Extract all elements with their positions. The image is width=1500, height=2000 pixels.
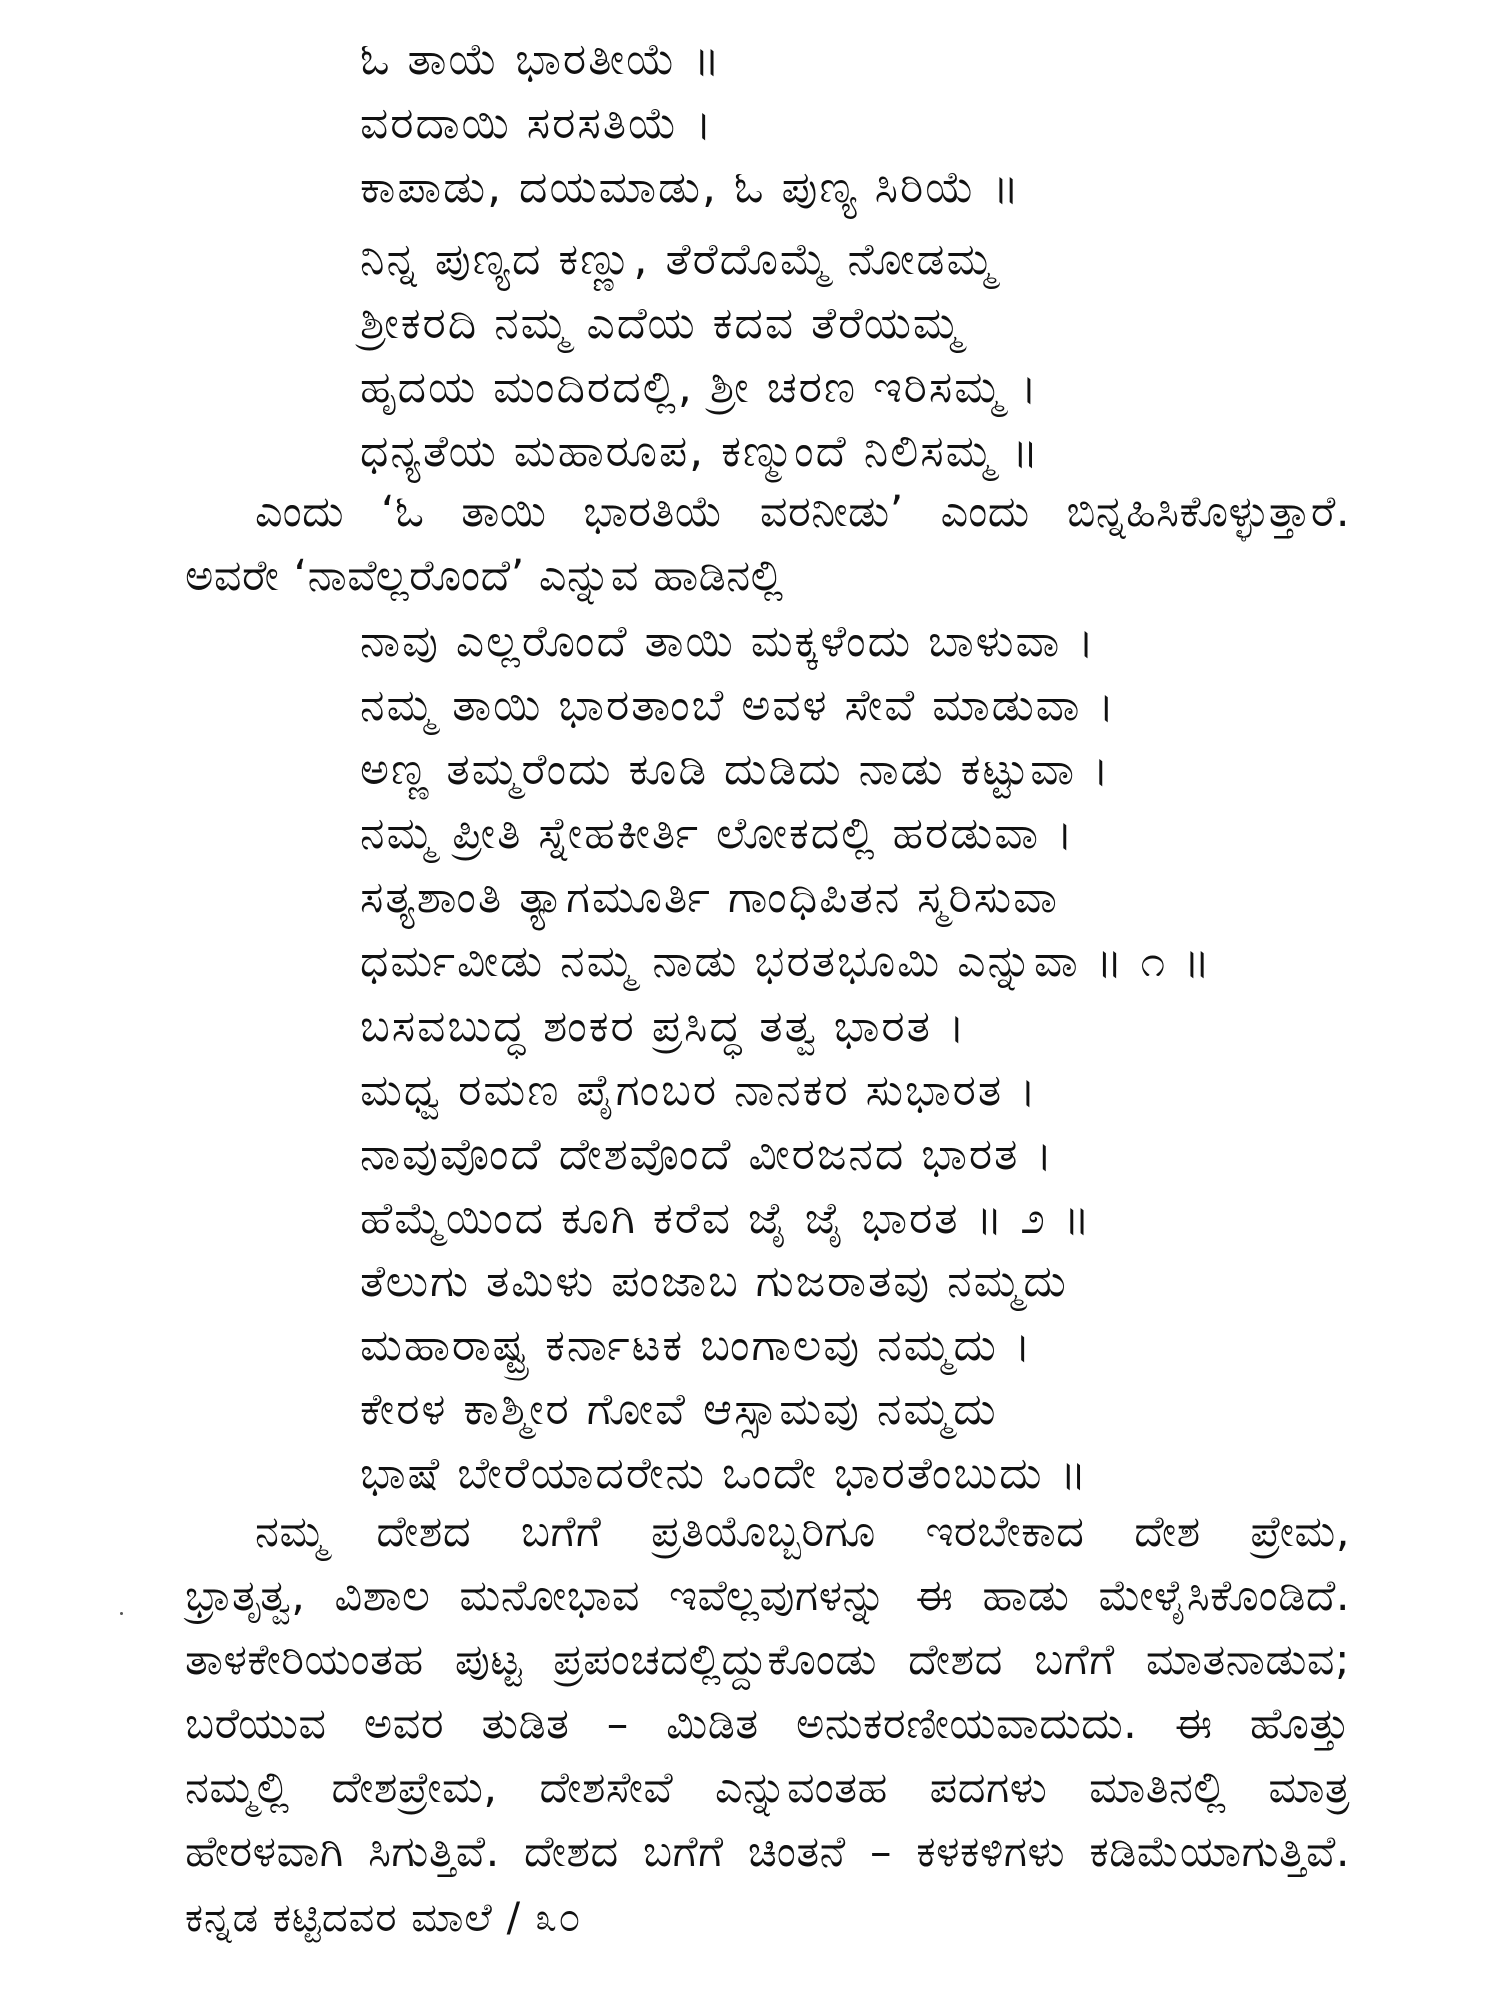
poem-line: ಶ್ರೀಕರದಿ ನಮ್ಮ ಎದೆಯ ಕದವ ತೆರೆಯಮ್ಮ — [360, 298, 963, 349]
prose-line: ನಮ್ಮಲ್ಲಿ ದೇಶಪ್ರೇಮ, ದೇಶಸೇವೆ ಎನ್ನುವಂತಹ ಪದಗಳು ಮಾತಿನಲ್ಲಿ ಮಾತ್ರ — [185, 1763, 1350, 1813]
poem-line: ನಾವುವೊಂದೆ ದೇಶವೊಂದೆ ವೀರಜನದ ಭಾರತ । — [360, 1129, 1055, 1180]
prose-line: ಅವರೇ ‘ನಾವೆಲ್ಲರೊಂದೆ’ ಎನ್ನುವ ಹಾಡಿನಲ್ಲಿ — [185, 551, 784, 601]
poem-line: ಬಸವಬುದ್ಧ ಶಂಕರ ಪ್ರಸಿದ್ಧ ತತ್ವ ಭಾರತ । — [360, 1001, 967, 1052]
poem-line: ಧನ್ಯತೆಯ ಮಹಾರೂಪ, ಕಣ್ಮುಂದೆ ನಿಲಿಸಮ್ಮ ॥ — [360, 426, 1041, 477]
poem-line: ನಮ್ಮ ಪ್ರೀತಿ ಸ್ನೇಹಕೀರ್ತಿ ಲೋಕದಲ್ಲಿ ಹರಡುವಾ । — [360, 808, 1075, 859]
poem-stanza-1 — [360, 28, 1021, 220]
poem-line: ಅಣ್ಣ ತಮ್ಮರೆಂದು ಕೂಡಿ ದುಡಿದು ನಾಡು ಕಟ್ಟುವಾ । — [360, 744, 1111, 795]
prose-line: ಎಂದು ‘ಓ ತಾಯಿ ಭಾರತಿಯೆ ವರನೀಡು’ ಎಂದು ಬಿನ್ನಹಿಸಿಕೊಳ್ಳುತ್ತಾರೆ. — [255, 487, 1350, 537]
prose-line: ನಮ್ಮ ದೇಶದ ಬಗೆಗೆ ಪ್ರತಿಯೊಬ್ಬರಿಗೂ ಇರಬೇಕಾದ ದೇಶ ಪ್ರೇಮ, — [255, 1507, 1350, 1557]
poem-line: ಧರ್ಮವೀಡು ನಮ್ಮ ನಾಡು ಭರತಭೂಮಿ ಎನ್ನುವಾ ॥ ೧ ॥ — [360, 936, 1212, 987]
poem-line: ಓ ತಾಯೆ ಭಾರತೀಯೆ ॥ — [360, 34, 722, 85]
poem-line: ನಿನ್ನ ಪುಣ್ಯದ ಕಣ್ಣು, ತೆರೆದೊಮ್ಮೆ ನೋಡಮ್ಮ — [360, 234, 997, 285]
poem-stanza-3 — [360, 610, 1212, 994]
poem-line: ಸತ್ಯಶಾಂತಿ ತ್ಯಾಗಮೂರ್ತಿ ಗಾಂಧಿಪಿತನ ಸ್ಮರಿಸುವಾ — [360, 872, 1059, 923]
poem-line: ಹೆಮ್ಮೆಯಿಂದ ಕೂಗಿ ಕರೆವ ಜೈ ಜೈ ಭಾರತ ॥ ೨ ॥ — [360, 1193, 1092, 1244]
page-footer: ಕನ್ನಡ ಕಟ್ಟಿದವರ ಮಾಲೆ / ೩೦ — [185, 1895, 582, 1941]
poem-line: ಹೃದಯ ಮಂದಿರದಲ್ಲಿ, ಶ್ರೀ ಚರಣ ಇರಿಸಮ್ಮ । — [360, 362, 1039, 413]
poem-line: ನಮ್ಮ ತಾಯಿ ಭಾರತಾಂಬೆ ಅವಳ ಸೇವೆ ಮಾಡುವಾ । — [360, 680, 1117, 731]
poem-line: ನಾವು ಎಲ್ಲರೊಂದೆ ತಾಯಿ ಮಕ್ಕಳೆಂದು ಬಾಳುವಾ । — [360, 616, 1097, 667]
poem-line: ತೆಲುಗು ತಮಿಳು ಪಂಜಾಬ ಗುಜರಾತವು ನಮ್ಮದು — [360, 1256, 1068, 1307]
poem-line: ವರದಾಯಿ ಸರಸತಿಯೆ । — [360, 98, 714, 149]
prose-line: ಬರೆಯುವ ಅವರ ತುಡಿತ – ಮಿಡಿತ ಅನುಕರಣೀಯವಾದುದು. ಈ ಹೊತ್ತು — [185, 1699, 1350, 1749]
prose-line: ತಾಳಕೇರಿಯಂತಹ ಪುಟ್ಟ ಪ್ರಪಂಚದಲ್ಲಿದ್ದುಕೊಂಡು ದೇಶದ ಬಗೆಗೆ ಮಾತನಾಡುವ; — [185, 1635, 1350, 1685]
prose-line: ಭ್ರಾತೃತ್ವ, ವಿಶಾಲ ಮನೋಭಾವ ಇವೆಲ್ಲವುಗಳನ್ನು ಈ ಹಾಡು ಮೇಳೈಸಿಕೊಂಡಿದೆ. — [185, 1571, 1350, 1621]
intro-paragraph — [185, 480, 1350, 608]
poem-line: ಕೇರಳ ಕಾಶ್ಮೀರ ಗೋವೆ ಆಸ್ಸಾಮವು ನಮ್ಮದು — [360, 1384, 998, 1435]
poem-line: ಕಾಪಾಡು, ದಯಮಾಡು, ಓ ಪುಣ್ಯ ಸಿರಿಯೆ ॥ — [360, 162, 1021, 213]
poem-line: ಮಧ್ವ ರಮಣ ಪೈಗಂಬರ ನಾನಕರ ಸುಭಾರತ । — [360, 1065, 1038, 1116]
poem-stanza-5 — [360, 1250, 1088, 1506]
scan-speck — [120, 1612, 123, 1615]
poem-stanza-2 — [360, 228, 1040, 484]
poem-line: ಭಾಷೆ ಬೇರೆಯಾದರೇನು ಒಂದೇ ಭಾರತೆಂಬುದು ॥ — [360, 1448, 1089, 1499]
closing-paragraph — [185, 1500, 1350, 1884]
poem-line: ಮಹಾರಾಷ್ಟ್ರ ಕರ್ನಾಟಕ ಬಂಗಾಲವು ನಮ್ಮದು । — [360, 1320, 1033, 1371]
prose-line: ಹೇರಳವಾಗಿ ಸಿಗುತ್ತಿವೆ. ದೇಶದ ಬಗೆಗೆ ಚಿಂತನೆ – ಕಳಕಳಿಗಳು ಕಡಿಮೆಯಾಗುತ್ತಿವೆ. — [185, 1827, 1350, 1877]
poem-stanza-4 — [360, 995, 1092, 1251]
